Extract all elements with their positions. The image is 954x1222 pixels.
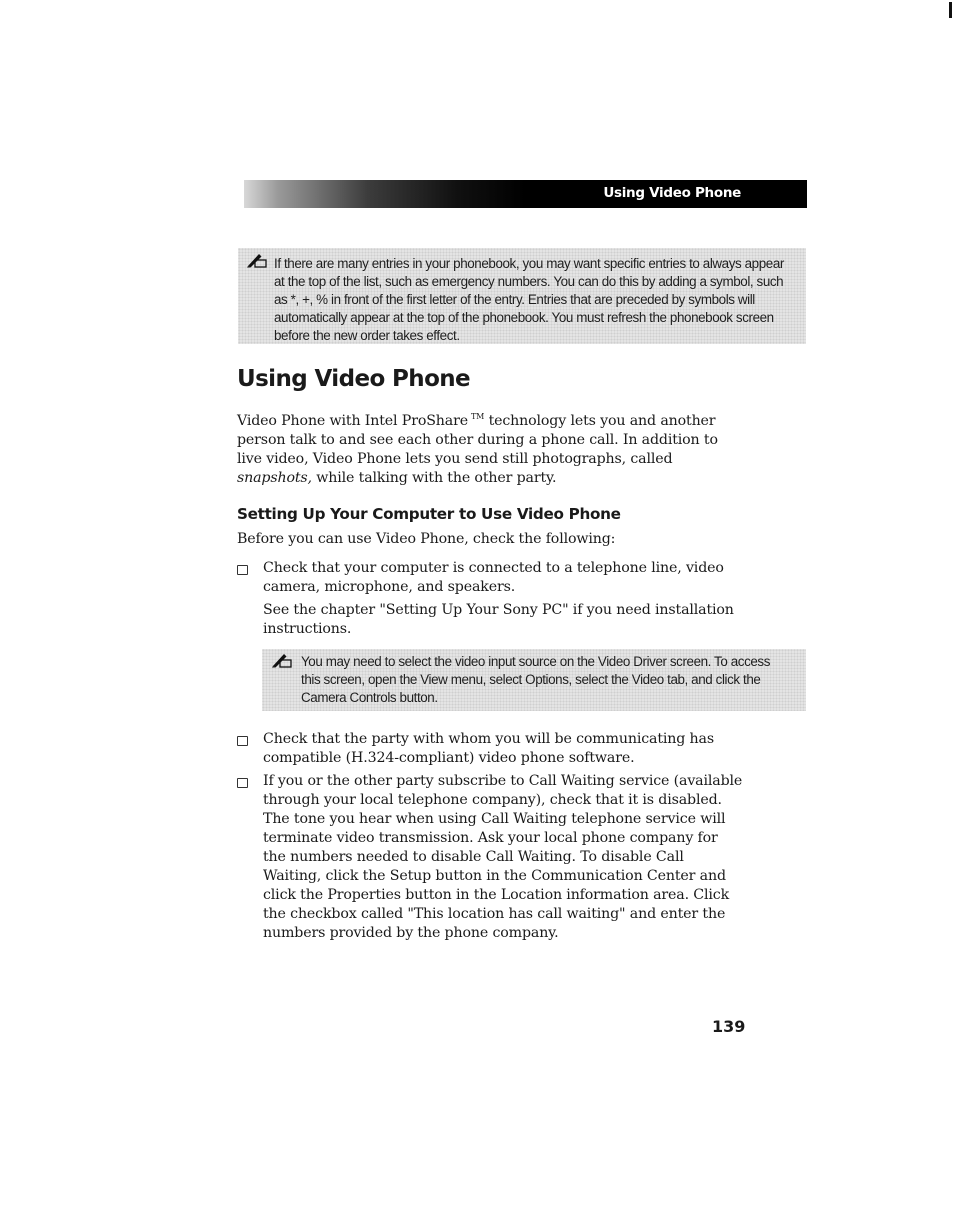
page-number: 139 bbox=[712, 1017, 746, 1036]
note-text-video-source: You may need to select the video input source on the Video Driver screen. To access this screen, open the View menu, select Options, select the Video tab, and click the Camera Controls button. bbox=[301, 654, 770, 705]
intro-text-3: while talking with the other party. bbox=[311, 470, 557, 486]
page-edge-mark bbox=[949, 2, 952, 18]
pencil-note-icon bbox=[246, 252, 268, 268]
trademark-mark: TM bbox=[470, 412, 485, 421]
note-box-phonebook bbox=[238, 248, 806, 344]
subsection-title: Setting Up Your Computer to Use Video Phone bbox=[237, 505, 621, 523]
snapshots-term: snapshots, bbox=[237, 470, 312, 486]
note-box-video-source bbox=[262, 649, 806, 711]
intro-paragraph bbox=[237, 407, 737, 488]
checkbox-bullet-icon bbox=[237, 778, 248, 788]
note-text-phonebook: If there are many entries in your phonebook, you may want specific entries to always appear at the top of the list, such as emergency numbers. You can do this by adding a symbol, such as *, +, % in front of the first letter of the entry. Entries that are preceded by symbols will automatically appear at the top of the phonebook. You must refresh the phonebook screen before the new order takes effect. bbox=[274, 256, 784, 343]
intro-text-1: Video Phone with Intel ProShare bbox=[237, 413, 468, 429]
checklist-item-call-waiting: If you or the other party subscribe to Call Waiting service (available through your local telephone company), check that it is disabled. The tone you hear when using Call Waiting telephone service will terminate video transmission. Ask your local phone company for the numbers needed to disable Call Waiting. To disable Call Waiting, click the Setup button in the Communication Center and click the Properties button in the Location information area. Click the checkbox called "This location has call waiting" and enter the numbers provided by the phone company. bbox=[263, 773, 743, 941]
subsection-lead: Before you can use Video Phone, check the following: bbox=[237, 531, 616, 547]
intro-text-2: technology lets you and another person talk to and see each other during a phone call. In addition to live video, Video Phone lets you send still photographs, called bbox=[237, 413, 718, 467]
checkbox-bullet-icon bbox=[237, 736, 248, 746]
section-title: Using Video Phone bbox=[237, 366, 471, 392]
checklist-item-connections: Check that your computer is connected to a telephone line, video camera, microphone, and speakers. bbox=[263, 560, 724, 595]
checklist-item-compatible-software: Check that the party with whom you will be communicating has compatible (H.324-compliant) video phone software. bbox=[263, 731, 714, 766]
running-header-title: Using Video Phone bbox=[603, 185, 741, 201]
checkbox-bullet-icon bbox=[237, 565, 248, 575]
pencil-note-icon bbox=[271, 652, 293, 668]
running-header-bar bbox=[244, 180, 807, 208]
checklist-item-followup: See the chapter "Setting Up Your Sony PC" if you need installation instructions. bbox=[263, 602, 734, 637]
